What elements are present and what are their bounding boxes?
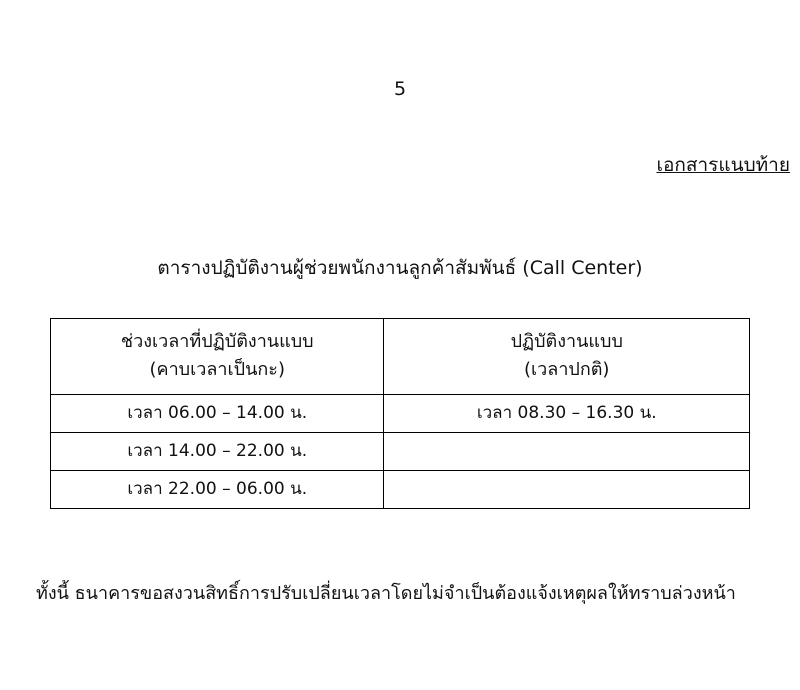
page-title: ตารางปฏิบัติงานผู้ช่วยพนักงานลูกค้าสัมพันธ์ (Call Center) [157,257,643,279]
table-row [51,470,750,508]
attachment-label: เอกสารแนบท้าย [656,154,790,176]
table-header-shift [51,319,384,395]
cell-shift-time: เวลา 22.00 – 06.00 น. [51,470,384,508]
cell-normal-time [384,470,750,508]
footnote-text: ทั้งนี้ ธนาคารขอสงวนสิทธิ์การปรับเปลี่ยนเวลาโดยไม่จำเป็นต้องแจ้งเหตุผลให้ทราบล่วงหน้า [36,583,736,604]
table-header-shift-line1: ช่วงเวลาที่ปฏิบัติงานแบบ [120,331,314,352]
table-header-shift-line2: (คาบเวลาเป็นกะ) [149,358,285,380]
cell-normal-time [384,432,750,470]
table-header-normal-line2: (เวลาปกติ) [524,358,610,380]
table-header-normal-line1: ปฏิบัติงานแบบ [510,331,623,352]
cell-normal-time: เวลา 08.30 – 16.30 น. [384,394,750,432]
table-row [51,432,750,470]
cell-shift-time: เวลา 06.00 – 14.00 น. [51,394,384,432]
work-schedule-table [50,318,750,509]
page-number: 5 [393,78,407,100]
table-header-row [51,319,750,395]
table-row [51,394,750,432]
cell-shift-time: เวลา 14.00 – 22.00 น. [51,432,384,470]
table-header-normal [384,319,750,395]
